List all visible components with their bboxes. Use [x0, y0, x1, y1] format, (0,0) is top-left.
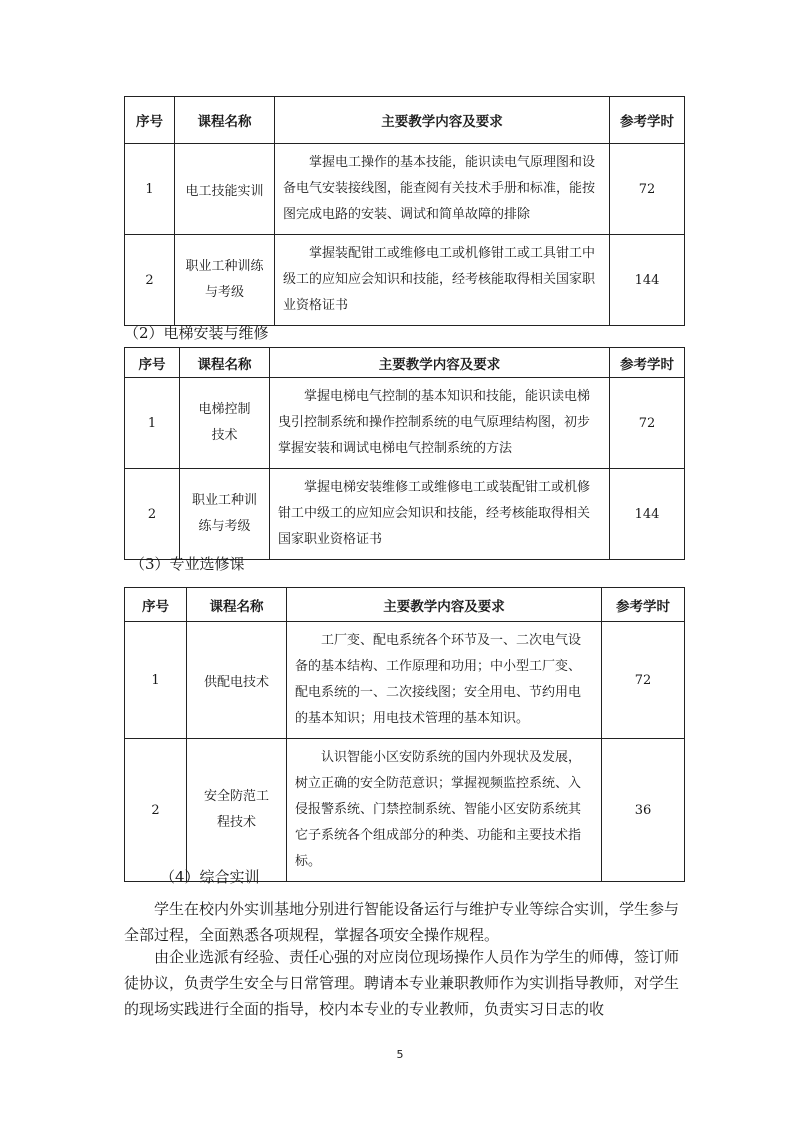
header-no: 序号 [125, 588, 187, 622]
table-header-row [125, 97, 685, 144]
section-heading-training: （4）综合实训 [160, 868, 260, 886]
row-course-name: 安全防范工程技术 [187, 739, 287, 882]
header-no: 序号 [125, 97, 175, 144]
row-content: 掌握装配钳工或维修电工或机修钳工或工具钳工中级工的应知应会知识和技能，经考核能取得相关国家职业资格证书 [275, 235, 610, 326]
course-table-3 [124, 587, 685, 882]
course-table-2 [124, 347, 685, 560]
row-hours: 36 [602, 739, 685, 882]
row-content: 掌握电工操作的基本技能，能识读电气原理图和设备电气安装接线图，能查阅有关技术手册和标准，能按图完成电路的安装、调试和简单故障的排除 [275, 144, 610, 235]
page-number: 5 [396, 1048, 404, 1061]
table-row [125, 378, 685, 469]
header-course-name: 课程名称 [180, 348, 270, 378]
row-course-name: 职业工种训练与考级 [180, 469, 270, 560]
course-table-1 [124, 96, 685, 326]
row-no: 1 [125, 378, 180, 469]
header-course-name: 课程名称 [187, 588, 287, 622]
section-heading-elevator: （2）电梯安装与维修 [124, 324, 269, 342]
header-content: 主要教学内容及要求 [275, 97, 610, 144]
header-hours: 参考学时 [610, 97, 685, 144]
row-content: 掌握电梯电气控制的基本知识和技能，能识读电梯曳引控制系统和操作控制系统的电气原理结构图，初步掌握安装和调试电梯电气控制系统的方法 [270, 378, 610, 469]
row-hours: 72 [610, 144, 685, 235]
row-course-name: 供配电技术 [187, 622, 287, 739]
row-content: 掌握电梯安装维修工或维修电工或装配钳工或机修钳工中级工的应知应会知识和技能，经考核能取得相关国家职业资格证书 [270, 469, 610, 560]
row-hours: 144 [610, 469, 685, 560]
row-no: 2 [125, 739, 187, 882]
header-course-name: 课程名称 [175, 97, 275, 144]
table-row [125, 739, 685, 882]
table-row [125, 144, 685, 235]
header-content: 主要教学内容及要求 [287, 588, 602, 622]
row-no: 1 [125, 622, 187, 739]
header-hours: 参考学时 [610, 348, 685, 378]
header-content: 主要教学内容及要求 [270, 348, 610, 378]
row-no: 2 [125, 469, 180, 560]
row-hours: 72 [610, 378, 685, 469]
row-no: 2 [125, 235, 175, 326]
row-course-name: 电工技能实训 [175, 144, 275, 235]
paragraph: 由企业选派有经验、责任心强的对应岗位现场操作人员作为学生的师傅，签订师徒协议，负责学生安全与日常管理。聘请本专业兼职教师作为实训指导教师，对学生的现场实践进行全面的指导，校内本专业的专业教师，负责实习日志的收 [124, 948, 680, 1018]
table-header-row [125, 588, 685, 622]
header-hours: 参考学时 [602, 588, 685, 622]
header-no: 序号 [125, 348, 180, 378]
table-row [125, 622, 685, 739]
row-hours: 144 [610, 235, 685, 326]
row-hours: 72 [602, 622, 685, 739]
row-course-name: 电梯控制技术 [180, 378, 270, 469]
section-heading-electives: （3）专业选修课 [130, 555, 245, 573]
row-course-name: 职业工种训练与考级 [175, 235, 275, 326]
row-content: 工厂变、配电系统各个环节及一、二次电气设备的基本结构、工作原理和功用；中小型工厂变、配电系统的一、二次接线图；安全用电、节约用电的基本知识；用电技术管理的基本知识。 [287, 622, 602, 739]
paragraph: 学生在校内外实训基地分别进行智能设备运行与维护专业等综合实训，学生参与全部过程，全面熟悉各项规程，掌握各项安全操作规程。 [124, 900, 680, 944]
table-row [125, 235, 685, 326]
row-content: 认识智能小区安防系统的国内外现状及发展，树立正确的安全防范意识；掌握视频监控系统、入侵报警系统、门禁控制系统、智能小区安防系统其它子系统各个组成部分的种类、功能和主要技术指标。 [287, 739, 602, 882]
table-header-row [125, 348, 685, 378]
table-row [125, 469, 685, 560]
row-no: 1 [125, 144, 175, 235]
